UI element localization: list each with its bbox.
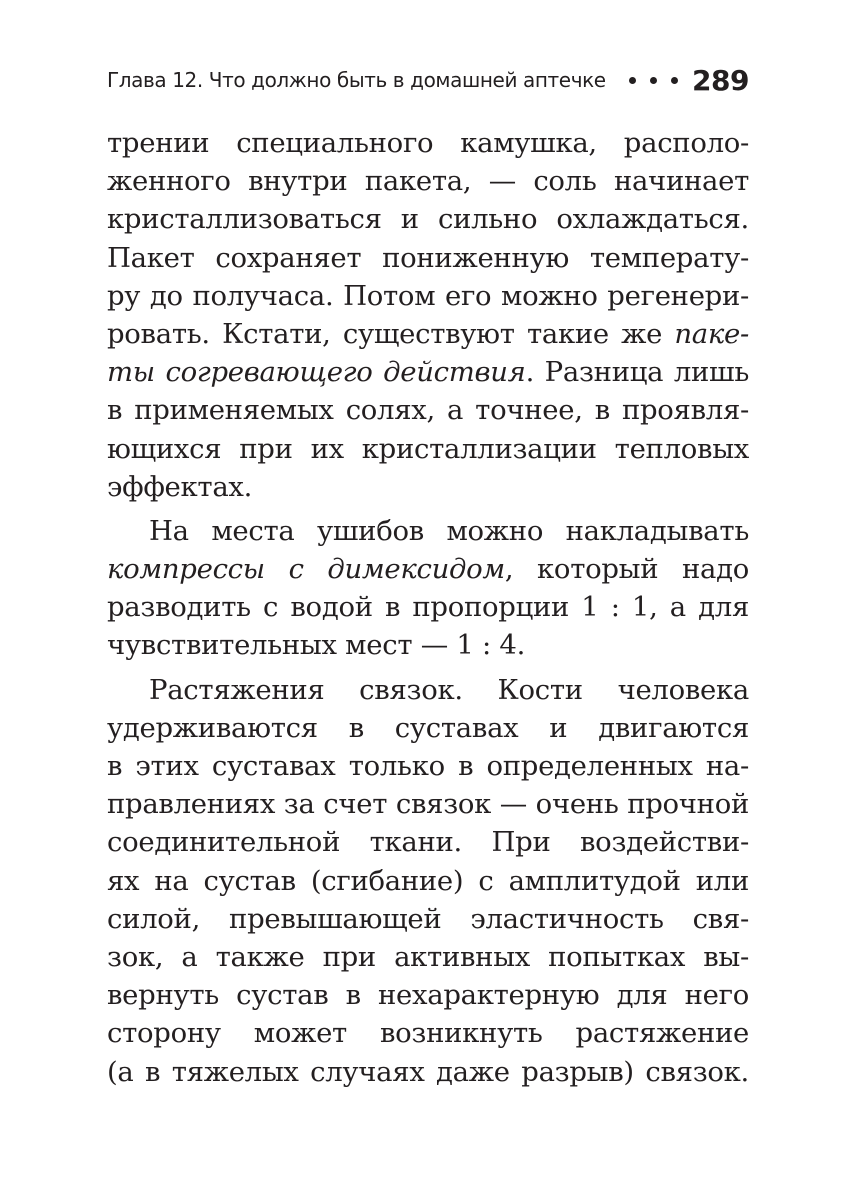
text-line: вернуть сустав в нехарактерную для него bbox=[107, 979, 749, 1012]
text-line: в применяемых солях, а точнее, в проявля- bbox=[107, 394, 749, 427]
paragraph-1 bbox=[107, 124, 749, 506]
text-line: правлениях за счет связок — очень прочной bbox=[107, 788, 749, 821]
italic-term: компрессы с димексидом bbox=[107, 553, 505, 586]
text-line: Растяжения связок. Кости человека bbox=[149, 673, 749, 706]
text-line: сторону может возникнуть растяжение bbox=[107, 1017, 749, 1050]
text-line: На места ушибов можно накладывать bbox=[149, 514, 749, 547]
chapter-title: Глава 12. Что должно быть в домашней аптечке bbox=[107, 68, 606, 92]
text-line: эффектах. bbox=[107, 470, 253, 503]
italic-term: паке- bbox=[674, 317, 749, 350]
dots-ornament bbox=[615, 77, 678, 84]
text-line: кристаллизоваться и сильно охлаждаться. bbox=[107, 203, 749, 236]
text-line: Пакет сохраняет пониженную температу- bbox=[107, 241, 749, 274]
text-line: зок, а также при активных попытках вы- bbox=[107, 940, 749, 973]
text-line: ты согревающего действия. Разница лишь bbox=[107, 356, 749, 389]
paragraph-3 bbox=[107, 671, 749, 1091]
running-header bbox=[107, 60, 749, 100]
text-line: в этих суставах только в определенных на- bbox=[107, 750, 749, 782]
text-line: чувствительных мест — 1 : 4. bbox=[107, 629, 526, 662]
text-line: трении специального камушка, располо- bbox=[107, 127, 749, 159]
dot-icon bbox=[629, 77, 636, 84]
text-line: ровать. Кстати, существуют такие же паке- bbox=[107, 317, 749, 350]
text-line: женного внутри пакета, — соль начинает bbox=[107, 165, 749, 198]
header-right bbox=[615, 64, 749, 97]
text-line: компрессы с димексидом, который надо bbox=[107, 553, 749, 586]
text-line: (а в тяжелых случаях даже разрыв) связок. bbox=[107, 1055, 749, 1088]
text-line: соединительной ткани. При воздействи- bbox=[107, 826, 749, 859]
text-line: силой, превышающей эластичность свя- bbox=[107, 902, 749, 935]
text-line: ющихся при их кристаллизации тепловых bbox=[107, 432, 749, 465]
text-line: ру до получаса. Потом его можно регенери- bbox=[107, 279, 749, 312]
dot-icon bbox=[650, 77, 657, 84]
page-number: 289 bbox=[692, 63, 749, 97]
text-line: удерживаются в суставах и двигаются bbox=[107, 711, 749, 744]
italic-term: ты согревающего действия bbox=[107, 356, 526, 389]
text-line: ях на сустав (сгибание) с амплитудой или bbox=[107, 864, 749, 897]
dot-icon bbox=[671, 77, 678, 84]
paragraph-2 bbox=[107, 512, 749, 665]
text-line: разводить с водой в пропорции 1 : 1, а для bbox=[107, 591, 749, 624]
body-text bbox=[107, 124, 749, 1097]
